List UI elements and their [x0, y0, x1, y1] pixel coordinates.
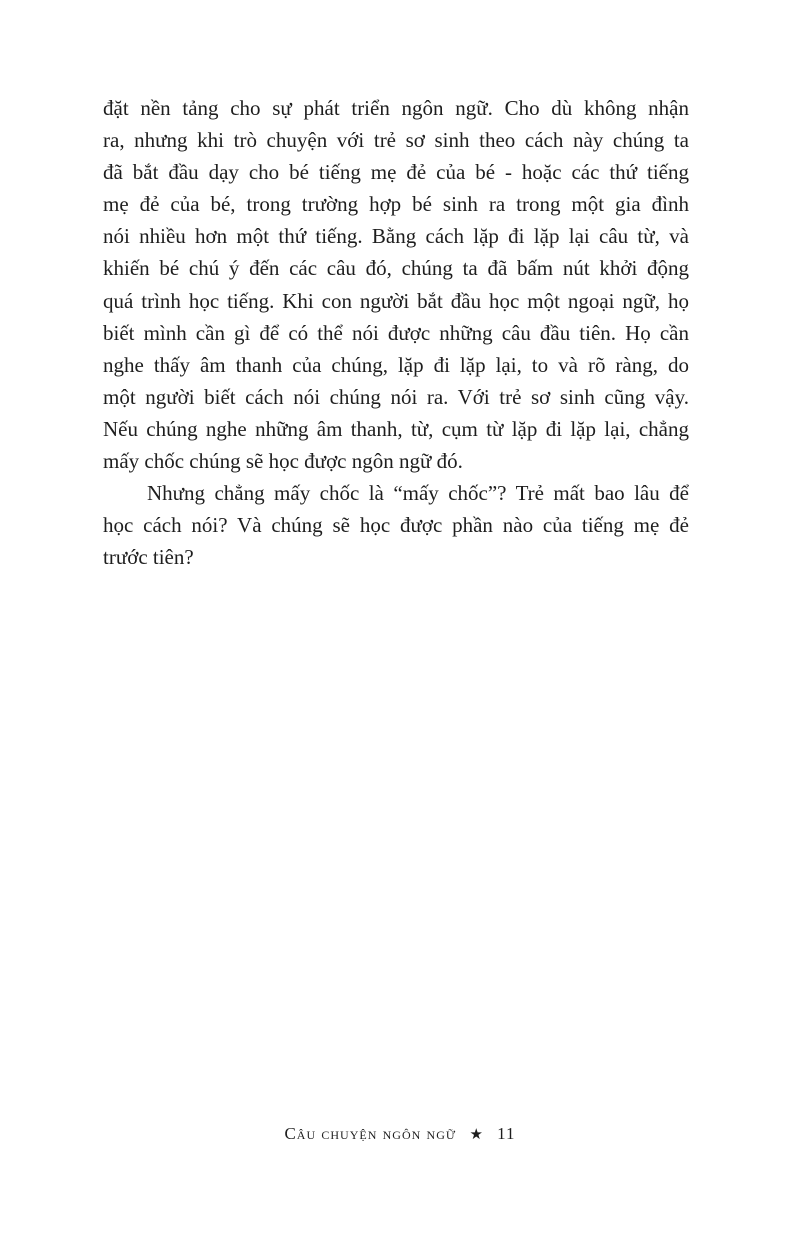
running-footer	[0, 1124, 800, 1144]
page-number: 11	[497, 1124, 516, 1143]
text-line: nghe thấy âm thanh của chúng, lặp đi lặp lại, to và rõ ràng, do	[103, 352, 689, 377]
text-line: trước tiên?	[103, 545, 194, 570]
text-line: đặt nền tảng cho sự phát triển ngôn ngữ. Cho dù không nhận	[103, 96, 689, 120]
text-line: một người biết cách nói chúng nói ra. Với trẻ sơ sinh cũng vậy.	[103, 384, 689, 409]
text-line: khiến bé chú ý đến các câu đó, chúng ta đã bấm nút khởi động	[103, 256, 689, 281]
text-line: đã bắt đầu dạy cho bé tiếng mẹ đẻ của bé - hoặc các thứ tiếng	[103, 160, 689, 185]
text-line: Nhưng chẳng mấy chốc là “mấy chốc”? Trẻ mất bao lâu để	[147, 481, 689, 506]
paragraph-2	[103, 477, 689, 573]
text-line: học cách nói? Và chúng sẽ học được phần nào của tiếng mẹ đẻ	[103, 513, 689, 538]
star-icon: ★	[469, 1127, 484, 1143]
text-line: Nếu chúng nghe những âm thanh, từ, cụm từ lặp đi lặp lại, chẳng	[103, 416, 689, 441]
text-line: quá trình học tiếng. Khi con người bắt đầu học một ngoại ngữ, họ	[103, 288, 689, 313]
text-line: biết mình cần gì để có thể nói được những câu đầu tiên. Họ cần	[103, 320, 689, 345]
text-line: nói nhiều hơn một thứ tiếng. Bằng cách lặp đi lặp lại câu từ, và	[103, 224, 689, 249]
text-line: mẹ đẻ của bé, trong trường hợp bé sinh ra trong một gia đình	[103, 192, 689, 217]
text-line: mấy chốc chúng sẽ học được ngôn ngữ đó.	[103, 449, 463, 474]
text-line: ra, nhưng khi trò chuyện với trẻ sơ sinh theo cách này chúng ta	[103, 128, 689, 153]
page-body	[103, 92, 689, 573]
running-title: Câu chuyện ngôn ngữ	[284, 1124, 457, 1143]
paragraph-1	[103, 92, 689, 477]
